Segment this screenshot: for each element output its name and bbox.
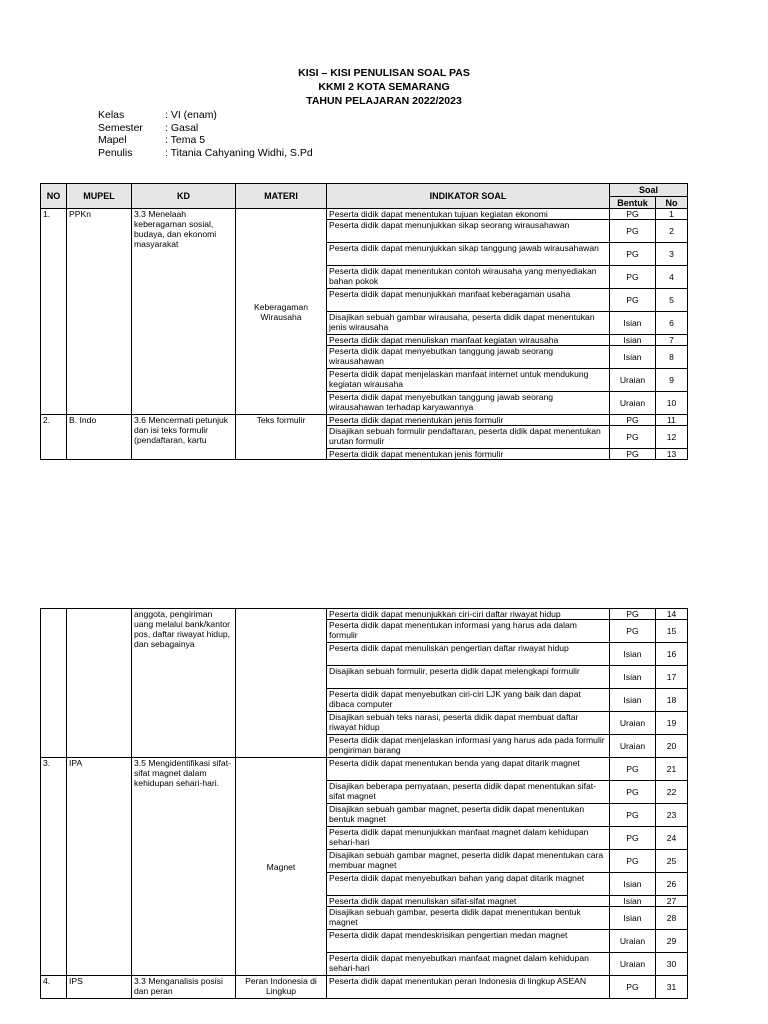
indikator-cell: Peserta didik dapat menyebutkan tanggung jawab seorang wirausahawan terhadap karyawannya (327, 392, 610, 415)
bentuk-cell: PG (610, 415, 656, 426)
row-kd: 3.3 Menelaah keberagaman sosial, budaya, dan ekonomi masyarakat (132, 209, 236, 415)
no-soal-cell: 9 (656, 369, 688, 392)
no-soal-cell: 23 (656, 804, 688, 827)
meta-mapel-label: Mapel (98, 134, 127, 146)
no-soal-cell: 8 (656, 346, 688, 369)
indikator-cell: Disajikan sebuah gambar wirausaha, peserta didik dapat menentukan jenis wirausaha (327, 312, 610, 335)
no-soal-cell: 4 (656, 266, 688, 289)
indikator-cell: Peserta didik dapat menyebutkan ciri-ciri LJK yang baik dan dapat dibaca computer (327, 689, 610, 712)
row-materi (236, 609, 327, 758)
no-soal-cell: 3 (656, 243, 688, 266)
bentuk-cell: Isian (610, 907, 656, 930)
bentuk-cell: Isian (610, 689, 656, 712)
bentuk-cell: PG (610, 209, 656, 220)
no-soal-cell: 27 (656, 896, 688, 907)
table-row (41, 976, 688, 999)
row-no (41, 609, 67, 758)
bentuk-cell: Uraian (610, 930, 656, 953)
row-no: 4. (41, 976, 67, 999)
no-soal-cell: 10 (656, 392, 688, 415)
header-no-soal: No (656, 197, 688, 209)
row-materi: Peran Indonesia di Lingkup (236, 976, 327, 999)
no-soal-cell: 29 (656, 930, 688, 953)
no-soal-cell: 6 (656, 312, 688, 335)
no-soal-cell: 24 (656, 827, 688, 850)
indikator-cell: Peserta didik dapat menyebutkan manfaat magnet dalam kehidupan sehari-hari (327, 953, 610, 976)
no-soal-cell: 25 (656, 850, 688, 873)
indikator-cell: Disajikan sebuah formulir, peserta didik dapat melengkapi formulir (327, 666, 610, 689)
indikator-cell: Peserta didik dapat menuliskan manfaat kegiatan wirausaha (327, 335, 610, 346)
document-header (0, 66, 768, 108)
indikator-cell: Disajikan sebuah teks narasi, peserta didik dapat membuat daftar riwayat hidup (327, 712, 610, 735)
header-mupel: MUPEL (67, 184, 132, 209)
bentuk-cell: PG (610, 449, 656, 460)
indikator-cell: Peserta didik dapat menjelaskan informasi yang harus ada pada formulir pengiriman barang (327, 735, 610, 758)
no-soal-cell: 20 (656, 735, 688, 758)
bentuk-cell: Isian (610, 335, 656, 346)
table-row (41, 415, 688, 426)
no-soal-cell: 19 (656, 712, 688, 735)
indikator-cell: Peserta didik dapat menuliskan pengertian daftar riwayat hidup (327, 643, 610, 666)
bentuk-cell: PG (610, 426, 656, 449)
indikator-cell: Peserta didik dapat menyebutkan tanggung jawab seorang wirausahawan (327, 346, 610, 369)
bentuk-cell: PG (610, 781, 656, 804)
indikator-cell: Disajikan sebuah gambar magnet, peserta didik dapat menentukan cara membuar magnet (327, 850, 610, 873)
indikator-cell: Peserta didik dapat menjelaskan manfaat internet untuk mendukung kegiatan wirausaha (327, 369, 610, 392)
bentuk-cell: Uraian (610, 735, 656, 758)
table-row (41, 758, 688, 781)
document-organization: KKMI 2 KOTA SEMARANG (318, 81, 450, 93)
no-soal-cell: 17 (656, 666, 688, 689)
no-soal-cell: 13 (656, 449, 688, 460)
row-kd: 3.5 Mengidentifikasi sifat-sifat magnet dalam kehidupan sehari-hari. (132, 758, 236, 976)
bentuk-cell: PG (610, 220, 656, 243)
meta-penulis (98, 147, 313, 160)
document-year: TAHUN PELAJARAN 2022/2023 (306, 95, 462, 107)
row-materi: Teks formulir (236, 415, 327, 460)
indikator-cell: Peserta didik dapat menuliskan sifat-sifat magnet (327, 896, 610, 907)
row-no: 1. (41, 209, 67, 415)
indikator-cell: Peserta didik dapat menentukan benda yang dapat ditarik magnet (327, 758, 610, 781)
bentuk-cell: Isian (610, 643, 656, 666)
bentuk-cell: PG (610, 289, 656, 312)
row-kd: 3.6 Mencermati petunjuk dan isi teks formulir (pendaftaran, kartu (132, 415, 236, 460)
header-kd: KD (132, 184, 236, 209)
indikator-cell: Peserta didik dapat menunjukkan sikap tanggung jawab wirausahawan (327, 243, 610, 266)
bentuk-cell: PG (610, 804, 656, 827)
no-soal-cell: 7 (656, 335, 688, 346)
bentuk-cell: Isian (610, 346, 656, 369)
meta-penulis-value: : Titania Cahyaning Widhi, S.Pd (165, 146, 313, 159)
header-bentuk: Bentuk (610, 197, 656, 209)
no-soal-cell: 21 (656, 758, 688, 781)
bentuk-cell: PG (610, 620, 656, 643)
bentuk-cell: Isian (610, 312, 656, 335)
no-soal-cell: 14 (656, 609, 688, 620)
indikator-cell: Peserta didik dapat menentukan tujuan kegiatan ekonomi (327, 209, 610, 220)
no-soal-cell: 30 (656, 953, 688, 976)
no-soal-cell: 5 (656, 289, 688, 312)
no-soal-cell: 2 (656, 220, 688, 243)
indikator-cell: Disajikan sebuah gambar, peserta didik dapat menentukan bentuk magnet (327, 907, 610, 930)
bentuk-cell: Uraian (610, 953, 656, 976)
meta-kelas-label: Kelas (98, 109, 125, 121)
no-soal-cell: 1 (656, 209, 688, 220)
meta-kelas (98, 109, 313, 122)
bentuk-cell: Isian (610, 873, 656, 896)
no-soal-cell: 22 (656, 781, 688, 804)
bentuk-cell: PG (610, 850, 656, 873)
document-meta (98, 109, 313, 159)
bentuk-cell: PG (610, 243, 656, 266)
indikator-cell: Peserta didik dapat menunjukkan ciri-ciri daftar riwayat hidup (327, 609, 610, 620)
row-mupel: PPKn (67, 209, 132, 415)
row-mupel: IPS (67, 976, 132, 999)
no-soal-cell: 15 (656, 620, 688, 643)
no-soal-cell: 16 (656, 643, 688, 666)
row-kd: anggota, pengiriman uang melalui bank/kantor pos, daftar riwayat hidup, dan sebagainya (132, 609, 236, 758)
indikator-cell: Disajikan beberapa pernyataan, peserta didik dapat menentukan sifat-sifat magnet (327, 781, 610, 804)
kisi-table-page-1 (40, 183, 688, 460)
no-soal-cell: 11 (656, 415, 688, 426)
bentuk-cell: Uraian (610, 369, 656, 392)
row-mupel: IPA (67, 758, 132, 976)
no-soal-cell: 26 (656, 873, 688, 896)
row-no: 3. (41, 758, 67, 976)
no-soal-cell: 31 (656, 976, 688, 999)
row-materi: Keberagaman Wirausaha (236, 209, 327, 415)
no-soal-cell: 28 (656, 907, 688, 930)
indikator-cell: Peserta didik dapat menentukan informasi yang harus ada dalam formulir (327, 620, 610, 643)
indikator-cell: Peserta didik dapat menentukan contoh wirausaha yang menyediakan bahan pokok (327, 266, 610, 289)
indikator-cell: Peserta didik dapat menentukan jenis formulir (327, 449, 610, 460)
row-mupel (67, 609, 132, 758)
indikator-cell: Peserta didik dapat menunjukkan sikap seorang wirausahawan (327, 220, 610, 243)
meta-semester-value: : Gasal (165, 121, 199, 134)
document-title: KISI – KISI PENULISAN SOAL PAS (298, 67, 470, 79)
meta-mapel (98, 134, 313, 147)
indikator-cell: Peserta didik dapat menentukan jenis formulir (327, 415, 610, 426)
bentuk-cell: PG (610, 266, 656, 289)
indikator-cell: Peserta didik dapat menyebutkan bahan yang dapat ditarik magnet (327, 873, 610, 896)
row-mupel: B. Indo (67, 415, 132, 460)
header-materi: MATERI (236, 184, 327, 209)
indikator-cell: Peserta didik dapat menentukan peran Indonesia di lingkup ASEAN (327, 976, 610, 999)
indikator-cell: Peserta didik dapat menunjukkan manfaat keberagaman usaha (327, 289, 610, 312)
kisi-table-page-2 (40, 608, 688, 999)
table-row (41, 209, 688, 220)
header-soal: Soal (610, 184, 688, 197)
no-soal-cell: 12 (656, 426, 688, 449)
meta-mapel-value: : Tema 5 (165, 134, 206, 146)
header-indikator: INDIKATOR SOAL (327, 184, 610, 209)
table-row (41, 609, 688, 620)
bentuk-cell: Isian (610, 896, 656, 907)
bentuk-cell: Uraian (610, 392, 656, 415)
bentuk-cell: Uraian (610, 712, 656, 735)
indikator-cell: Disajikan sebuah formulir pendaftaran, peserta didik dapat menentukan urutan formulir (327, 426, 610, 449)
meta-semester (98, 122, 313, 135)
no-soal-cell: 18 (656, 689, 688, 712)
bentuk-cell: PG (610, 758, 656, 781)
bentuk-cell: PG (610, 827, 656, 850)
indikator-cell: Peserta didik dapat menunjukkan manfaat magnet dalam kehidupan sehari-hari (327, 827, 610, 850)
indikator-cell: Disajikan sebuah gambar magnet, peserta didik dapat menentukan bentuk magnet (327, 804, 610, 827)
bentuk-cell: PG (610, 976, 656, 999)
indikator-cell: Peserta didik dapat mendeskrisikan pengertian medan magnet (327, 930, 610, 953)
row-no: 2. (41, 415, 67, 460)
bentuk-cell: Isian (610, 666, 656, 689)
bentuk-cell: PG (610, 609, 656, 620)
meta-penulis-label: Penulis (98, 146, 133, 159)
row-kd: 3.3 Menganalisis posisi dan peran (132, 976, 236, 999)
row-materi: Magnet (236, 758, 327, 976)
header-no: NO (41, 184, 67, 209)
meta-kelas-value: : VI (enam) (165, 109, 217, 121)
meta-semester-label: Semester (98, 121, 143, 134)
